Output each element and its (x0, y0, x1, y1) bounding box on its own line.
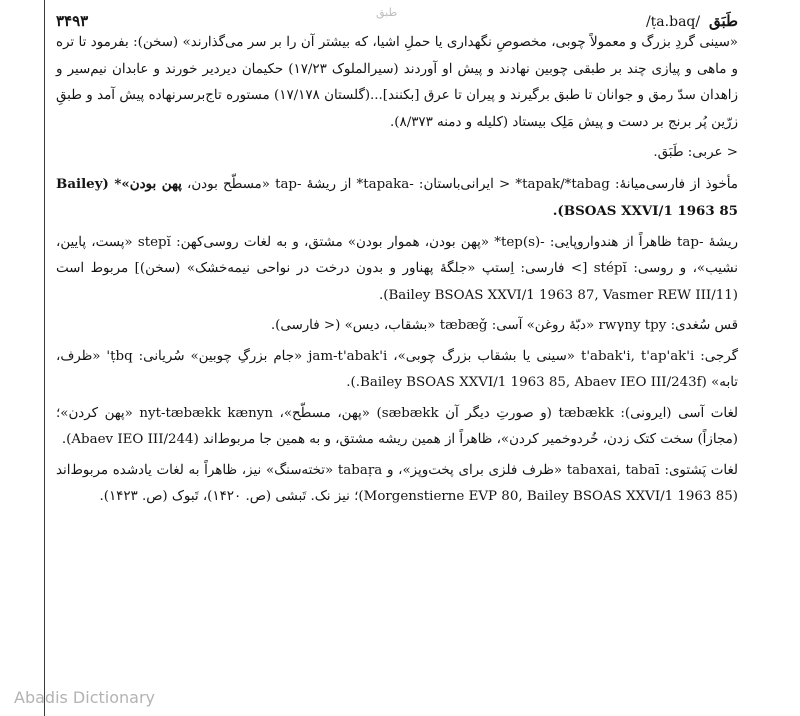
site-watermark: Abadis Dictionary (14, 688, 155, 707)
definition-line: «سینی گردِ بزرگ و معمولاً چوبی، مخصوصِ نگهداری یا حملِ اشیا، که بیشتر (318, 35, 738, 50)
etymology-paragraph (56, 171, 738, 226)
arabic-origin: < عربی: طَبَق. (653, 145, 738, 160)
transliteration: /ṭa.baq/ (645, 14, 701, 30)
page-number: ۳۴۹۳ (56, 12, 89, 30)
root-paragraph (56, 230, 738, 310)
dictionary-page (56, 4, 738, 511)
definition-line: پیش مَلِک بیستاد (کلیله و دمنه ۸/۳۷۳). (390, 114, 604, 130)
pashto-line: ۱۴۲۰)، تَبوک (ص. ۱۴۲۳). (99, 489, 242, 504)
definition-line: آن را بر سر می‌گذارند» (سخن): بفرمود تا تره و ماهی و پیازی چند بر طبقی چوبین نهادند و پیش او آوردند (56, 35, 738, 77)
ossetic-line: «پهن کردن»؛ (مجازاً) سخت کتک زدن، خُردوخمیر کردن»، ظاهراً از همین ریشه مشتق، و به همین جا (56, 405, 738, 447)
definition-line: پیران تا عرق [بکنند]...(گلستان ۱۷/۱۷۸) مستوره تاج‌برسرنهاده پیش آمد و طبقِ زرّین پُر برنج بر دست و (56, 88, 738, 130)
entry-heading (646, 12, 738, 30)
definition-line: (سیرالملوک ۱۷/۲۳) حکیمان دیردیر خورند و عابدان نیم‌سیر و زاهدان سدّ رمق و جوانان تا طبق برگیرند و (56, 61, 738, 103)
root-line: نیمه‌خشک» (سخن)] مربوط است (Bailey BSOAS XXVI/1 1963 87, Vasmer REW III/11). (56, 261, 738, 303)
sogdian-paragraph: قس سُغدی: rwγny tpy «دبّهٔ روغن» آسی: tæbæǧ «بشقاب، دیس» (< فارسی). (270, 318, 738, 333)
ossetic-paragraph (56, 401, 738, 454)
pashto-paragraph (56, 458, 738, 511)
pashto-line: لغات یادشده مربوط‌اند (Morgenstierne EVP 80, Bailey BSOAS XXVI/1 1963 85)؛ نیز نک. تَبشی (ص. (56, 462, 738, 504)
headword: طَبَق (709, 12, 738, 30)
etymology-line: پهن بودن»* (Bailey BSOAS XXVI/1 1963 85). (56, 175, 738, 219)
left-margin-rule (44, 0, 45, 716)
georgian-paragraph (56, 344, 738, 397)
georgian-line: گرجی: t'abak'i, t'ap'ak'i «سینی یا بشقاب بزرگ چوبی»، jam-t'abak'i «جام بزرگِ چوبین» (190, 348, 738, 364)
syriac-line: سُریانی: ṭbq' «ظرف، تابه» (Bailey BSOAS XXVI/1 1963 85, Abaev IEO III/243f.). (56, 348, 738, 390)
root-line: stepĭ «پست، پایین، نشیب»، و روسی: stépĭ [> فارسی: اِستپ «جلگهٔ پهناور و بدون درخت در نواحی (56, 234, 738, 276)
top-watermark: طبق (376, 6, 398, 19)
definition-paragraph (56, 30, 738, 136)
ossetic-line: لغات آسی (ایرونی): tæbækk (و صورتِ دیگر آن sæbækk) «پهن، مسطّح»، nyt-tæbækk kænyn (139, 405, 738, 421)
entry-header (56, 12, 738, 30)
root-line: ریشهٔ -tap ظاهراً از هندواروپایی: -(s)tep* «پهن بودن، هموار بودن» مشتق، و به لغات روسی‌کهن: (176, 234, 739, 250)
pashto-line: لغات پَشتوی: tabaxai, tabaī «ظرف فلزی برای پخت‌وپز»، و tabaṛa «تخته‌سنگ» نیز، ظاهراً به (188, 462, 739, 478)
ossetic-line: مربوط‌اند (Abaev IEO III/244). (61, 432, 256, 447)
etymology-line: مأخوذ از فارسی‌میانهٔ: tapak/*tabag* < ایرانی‌باستان: -tapaka* از ریشهٔ -tap «مسطّح بودن، (187, 176, 738, 192)
